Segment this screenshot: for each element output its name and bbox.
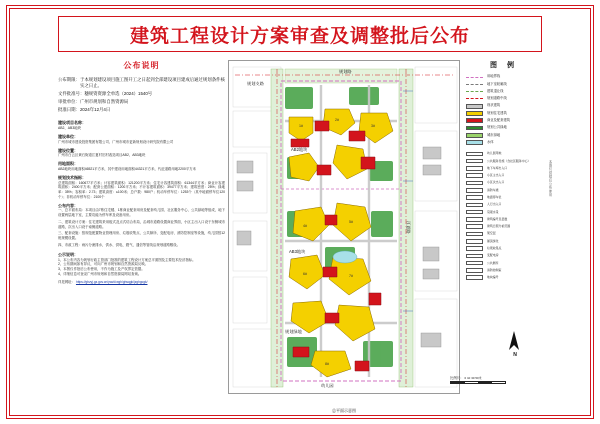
- field-docno: [58, 91, 225, 97]
- legend-item: [466, 96, 542, 102]
- field-docno-key: 文件批准号：: [58, 90, 85, 96]
- legend-sub-label: 人行出入口: [487, 202, 502, 207]
- field-date-key: 批准日期：: [58, 106, 80, 112]
- legend-item: [466, 125, 542, 131]
- legend-swatch-setback: [466, 91, 483, 92]
- scale-label: 比例尺：: [450, 375, 464, 380]
- notice-title: 公示说明：: [58, 251, 78, 257]
- legend-sub-label: 景观水景: [487, 209, 499, 214]
- section-1-text: 广州市城市建设投资集团有限公司、广州市城市更新规划设计研究院有限公司: [58, 139, 174, 144]
- field-period-key: 公布期限：: [58, 76, 80, 82]
- label-kindergarten: 幼儿园: [321, 383, 334, 388]
- legend-sub-label: 建筑日照分析范围: [487, 224, 511, 229]
- legend-swatch-road-center: [466, 98, 483, 99]
- link-label: 详见网址：: [58, 279, 75, 284]
- label-block-ab2: AB2地块: [291, 147, 308, 152]
- legend-swatch-sub: [466, 246, 483, 251]
- legend-item: [466, 140, 542, 146]
- legend-item: [466, 132, 542, 138]
- field-docno-value: 穗规资资源全单选（2024）1540号: [84, 90, 153, 96]
- legend-label: 水体: [487, 139, 494, 144]
- legend-sub-label: 幼儿园用地: [487, 151, 502, 156]
- section-1-title: 建设单位：: [58, 134, 78, 140]
- legend-sub-item: [466, 187, 542, 193]
- legend-swatch-sub: [466, 254, 483, 259]
- section-3-title: 用地面积：: [58, 161, 78, 167]
- legend-panel: [450, 60, 542, 410]
- field-authority-key: 审批单位：: [58, 98, 80, 104]
- legend-sub-item: [466, 275, 542, 281]
- legend-sub-item: [466, 253, 542, 259]
- legend-item: [466, 110, 542, 116]
- legend-label: 地下室轮廓线: [487, 81, 507, 86]
- legend-sub-label: 架空层: [487, 231, 496, 236]
- label-road-2: 规划路: [339, 69, 352, 74]
- legend-label: 商业及配套建筑: [487, 117, 511, 122]
- legend-sub-item: [466, 238, 542, 244]
- legend-sub-item: [466, 245, 542, 251]
- legend-swatch-existing: [466, 104, 483, 109]
- label-green: 规划绿地: [285, 329, 302, 334]
- legend-swatch-sub: [466, 166, 483, 171]
- legend-label: 规划公共绿地: [487, 125, 507, 130]
- section-2-title: 建设位置：: [58, 147, 78, 153]
- legend-sub-item: [466, 195, 542, 201]
- page-title-text: 建筑工程设计方案审查及调整批后公布: [129, 25, 470, 47]
- legend-swatch-residential: [466, 111, 483, 116]
- legend-item: [466, 81, 542, 87]
- legend-sub-label: 地下车库出入口: [487, 165, 508, 170]
- section-0-text: AB2、AB3地块: [58, 126, 81, 131]
- page-title: [58, 16, 542, 52]
- legend-swatch-sub: [466, 275, 483, 280]
- legend-sub-label: 地面停车位: [487, 195, 502, 199]
- label-block-ab3: AB3地块: [289, 249, 306, 254]
- legend-label: 建筑退让线: [487, 88, 504, 93]
- legend-sub-item: [466, 267, 542, 273]
- legend-sub-label: 公共厕所: [487, 260, 499, 265]
- legend-sub-item: [466, 231, 542, 237]
- legend-sub-label: 公共服务设施（含社区服务中心）: [487, 158, 531, 163]
- legend-sub-label: 地块编号: [487, 275, 499, 280]
- scale-tick-3: 50米: [475, 375, 482, 380]
- legend-swatch-city-green: [466, 133, 483, 138]
- sheet-side-note: 本图仅供批后公布使用: [548, 160, 552, 197]
- section-4-title: 规划技术指标：: [58, 174, 86, 180]
- legend-label: 现状建筑: [487, 103, 501, 108]
- label-road-1: 规划支路: [247, 81, 264, 86]
- legend-sub-item: [466, 224, 542, 230]
- legend-swatch-basement: [466, 84, 483, 85]
- legend-sub-label: 小区次出入口: [487, 180, 505, 185]
- legend-swatch-sub: [466, 261, 483, 266]
- building-tag-1: 1#: [299, 124, 303, 128]
- legend-label: 用地界线: [487, 74, 501, 79]
- scale-bar: [450, 375, 530, 384]
- section-5-title: 公布内容：: [58, 202, 78, 208]
- field-period-value: 于本规划建设项目施工图开工之日起到全部建设项目建成后通过规划条件核实之日止。: [79, 76, 225, 88]
- legend-sub-label: 小区主出入口: [487, 173, 505, 178]
- section-8-text: 四、市政工程：雨污分流排水，供水、供电、燃气、通信等管线沿规划道路敷设。: [58, 242, 181, 247]
- legend-label: 规划住宅建筑: [487, 110, 507, 115]
- legend-swatch-sub: [466, 181, 483, 186]
- legend-swatch-sub: [466, 173, 483, 178]
- legend-swatch-sub: [466, 188, 483, 193]
- field-authority-value: 广州市规划和自然资源局: [79, 98, 129, 104]
- legend-item: [466, 74, 542, 80]
- legend-label: 规划道路中线: [487, 96, 507, 101]
- legend-sub-label: 消防控制室: [487, 267, 502, 272]
- notice-link[interactable]: https://ghzyj.gz.gov.cn/ywzl/cxgh/ghsqgk/jzghgcgk/: [75, 279, 148, 284]
- section-0-title: 建设项目名称：: [58, 120, 86, 126]
- legend-sub-label: 建筑编号及层数: [487, 216, 508, 221]
- legend-sub-label: 屋顶绿化: [487, 238, 499, 243]
- legend-swatch-sub: [466, 268, 483, 273]
- legend-swatch-sub: [466, 203, 483, 208]
- legend-swatch-sub: [466, 232, 483, 237]
- notice-item-0: 1、本公布内容为规划行政主管部门批准的建筑工程设计方案总平面图及主要技术经济指标。: [58, 257, 196, 262]
- legend-sub-item: [466, 216, 542, 222]
- section-6-text: 二、建筑设计方案：住宅建筑采用板式及点式结合布局，沿城市道路设置商业界面，小区主出入口设于东侧城市道路，次出入口设于南侧道路。: [58, 219, 225, 229]
- section-2-text: 广州市白云区黄石街道江夏村旧村改造项目AB2、AB3地块: [58, 153, 146, 158]
- field-period: [58, 77, 225, 90]
- legend-swatch-sub: [466, 210, 483, 215]
- section-5-text: 一、总平面布局：本项目由7栋住宅楼、1栋商业配套用房及配套幼儿园、社区服务中心、公共绿地等组成，地下设置两层地下室，主要功能为停车库及设备用房。: [58, 208, 225, 218]
- legend-sub-item: [466, 151, 542, 157]
- legend-sub-item: [466, 260, 542, 266]
- site-plan-drawing: [228, 60, 460, 394]
- legend-swatch-sub: [466, 217, 483, 222]
- legend-sub-item: [466, 158, 542, 164]
- legend-sub-label: 消防车道: [487, 187, 499, 192]
- legend-item: [466, 118, 542, 124]
- building-tag-5: 5#: [349, 220, 353, 224]
- scale-tick-0: 0: [464, 375, 467, 380]
- legend-swatch-sub: [466, 239, 483, 244]
- legend-item: [466, 103, 542, 109]
- section-4-text: 总建筑面积：160677平方米；计容建筑面积：121200平方米；住宅计容建筑面积：61344平方米；商业计容建筑面积：2400平方米；配套公建面积：1200平方米；不计容建筑面积：39477平方米；建筑密度：25%；绿地率：35%；容积率：2.73；建筑高度：≤100米；总户数：980户；机动车停车位：1253个（其中地面停车位120个）；非机动车停车位：2100个: [58, 180, 225, 199]
- building-tag-6: 6#: [303, 272, 307, 276]
- section-3-text: AB2地块用地面积46521平方米，其中建设用地面积44321平方米，代征道路用地2200平方米: [58, 166, 196, 171]
- legend-swatch-sub: [466, 152, 483, 157]
- legend-sub-item: [466, 165, 542, 171]
- legend-item: [466, 89, 542, 95]
- building-tag-7: 7#: [349, 274, 353, 278]
- legend-title: 图 例: [490, 62, 518, 69]
- site-plan-svg: [229, 61, 460, 394]
- notice-panel: [58, 60, 225, 410]
- building-tag-3: 3#: [371, 124, 375, 128]
- notice-heading: 公布说明: [123, 61, 160, 70]
- legend-swatch-sub: [466, 159, 483, 164]
- legend-swatch-water: [466, 140, 483, 145]
- notice-item-3: 4、详细信息可登录广州市规划和自然资源局网站查询。: [58, 271, 142, 276]
- field-date-value: 2024年12月4日: [79, 106, 111, 112]
- building-tag-8: 8#: [325, 362, 329, 366]
- scale-tick-1: 10: [467, 375, 471, 380]
- section-7-text: 三、配套设施：按规范配置物业管理用房、垃圾收集点、公共厕所、变配电房、消防控制室等设施，幼儿园按12班规模设置。: [58, 231, 225, 241]
- scale-bar-graphic: [450, 381, 506, 384]
- legend-sub-label: 垃圾收集点: [487, 245, 502, 250]
- field-authority: [58, 99, 225, 105]
- compass-north-label: N: [513, 352, 517, 358]
- legend-swatch-sub: [466, 224, 483, 229]
- label-road-3: 江夏路: [406, 221, 411, 234]
- drawing-caption: 总平面示意图: [332, 408, 356, 413]
- legend-sub-item: [466, 202, 542, 208]
- legend-swatch-sub: [466, 195, 483, 200]
- compass: [502, 330, 528, 364]
- legend-sub-item: [466, 173, 542, 179]
- legend-sub-label: 变配电房: [487, 253, 499, 258]
- legend-sub-item: [466, 209, 542, 215]
- legend-swatch-boundary: [466, 77, 483, 78]
- building-tag-4: 4#: [303, 224, 307, 228]
- legend-label: 城市绿地: [487, 132, 501, 137]
- scale-tick-2: 30: [471, 375, 475, 380]
- notice-item-2: 3、本图仅作批后公布使用，不作为施工及产权界定依据。: [58, 267, 145, 272]
- building-tag-2: 2#: [335, 118, 339, 122]
- legend-swatch-commercial: [466, 118, 483, 123]
- field-date: [58, 107, 225, 113]
- notice-item-1: 2、公布期间如有异议，可向广州市规划和自然资源局反映。: [58, 262, 149, 267]
- compass-icon: [502, 330, 526, 352]
- legend-swatch-public-green: [466, 126, 483, 131]
- legend-sub-item: [466, 180, 542, 186]
